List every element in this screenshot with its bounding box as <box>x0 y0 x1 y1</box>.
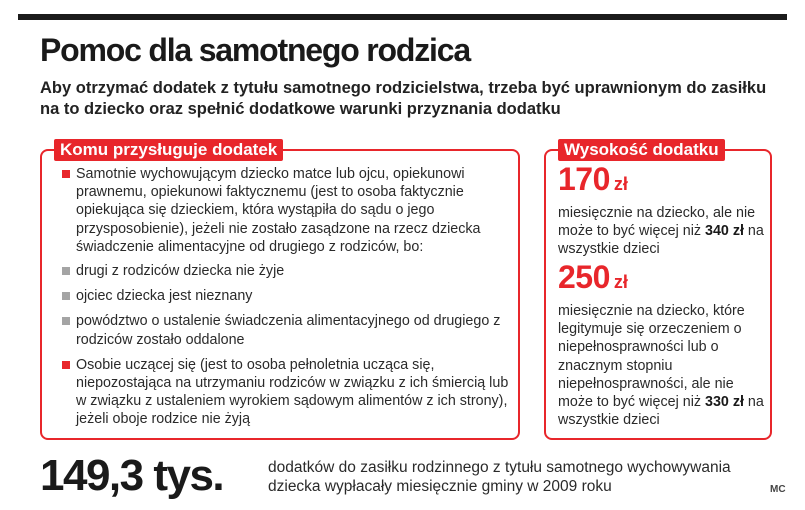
eligibility-header: Komu przysługuje dodatek <box>54 139 283 161</box>
amount-number: 170 <box>558 161 610 197</box>
amount-unit: zł <box>613 272 628 292</box>
page-subtitle: Aby otrzymać dodatek z tytułu samotnego rodzicielstwa, trzeba być uprawnionym do zasiłku na to dziecko oraz spełnić dodatkowe warunki przyznania dodatku <box>40 79 767 118</box>
eligibility-sub-list <box>62 262 512 349</box>
red-square-bullet-icon <box>62 170 70 178</box>
amount-block <box>558 161 768 259</box>
sub-list-item <box>62 262 512 280</box>
red-square-bullet-icon <box>62 361 70 369</box>
amount-description <box>558 302 768 429</box>
amount-text: na wszystkie dzieci <box>558 223 764 258</box>
amount-limit: 340 zł <box>705 223 744 240</box>
summary-number: 149,3 tys. <box>40 451 224 500</box>
summary-text: dodatków do zasiłku rodzinnego z tytułu samotnego wychowywania dziecka wypłacały miesięcznie gminy w 2009 roku <box>268 459 731 495</box>
amounts-box <box>544 140 772 440</box>
list-item <box>62 165 512 256</box>
amount-value <box>558 161 768 202</box>
amount-text: na wszystkie dzieci <box>558 394 764 429</box>
amount-text: miesięcznie na dziecko, ale nie może to być więcej niż <box>558 205 756 240</box>
sub-list-item <box>62 312 512 348</box>
sub-item-text: ojciec dziecka jest nieznany <box>76 288 253 305</box>
amount-unit: zł <box>613 174 628 194</box>
amounts-header: Wysokość dodatku <box>558 139 725 161</box>
amount-description <box>558 204 768 259</box>
amount-block <box>558 259 768 429</box>
eligibility-box <box>40 140 520 440</box>
eligibility-item-text: Osobie uczącej się (jest to osoba pełnoletnia ucząca się, niepozostająca na utrzymaniu rodziców w związku z ich śmiercią lub w związku z ustaleniem wyrokiem sądowym alimentów z ich strony), jeżeli oboje rodzice nie żyją <box>76 356 509 428</box>
credit-label: MC <box>770 484 786 495</box>
amount-number: 250 <box>558 259 610 295</box>
sub-item-text: powództwo o ustalenie świadczenia alimentacyjnego od drugiego z rodziców zostało oddalone <box>76 313 501 348</box>
eligibility-list <box>62 165 512 435</box>
list-item <box>62 356 512 429</box>
page-title: Pomoc dla samotnego rodzica <box>40 32 470 68</box>
sub-item-text: drugi z rodziców dziecka nie żyje <box>76 263 285 280</box>
gray-square-bullet-icon <box>62 292 70 300</box>
eligibility-item-text: Samotnie wychowującym dziecko matce lub ojcu, opiekunowi prawnemu, opiekunowi faktycznemu (jest to osoba faktycznie opiekująca się dzieckiem, która wystąpiła do sądu o jego przysposobienie), jeżeli nie zostało zasądzone na rzecz dziecka świadczenie alimentacyjne od drugiego z rodziców, bo: <box>76 166 481 255</box>
gray-square-bullet-icon <box>62 267 70 275</box>
amount-value <box>558 259 768 300</box>
amount-limit: 330 zł <box>705 394 744 411</box>
sub-list-item <box>62 287 512 305</box>
amount-text: miesięcznie na dziecko, które legitymuje się orzeczeniem o niepełnosprawności lub o znacznym stopniu niepełnosprawności, ale nie może to być więcej niż <box>558 303 745 411</box>
top-rule <box>18 14 787 20</box>
gray-square-bullet-icon <box>62 317 70 325</box>
